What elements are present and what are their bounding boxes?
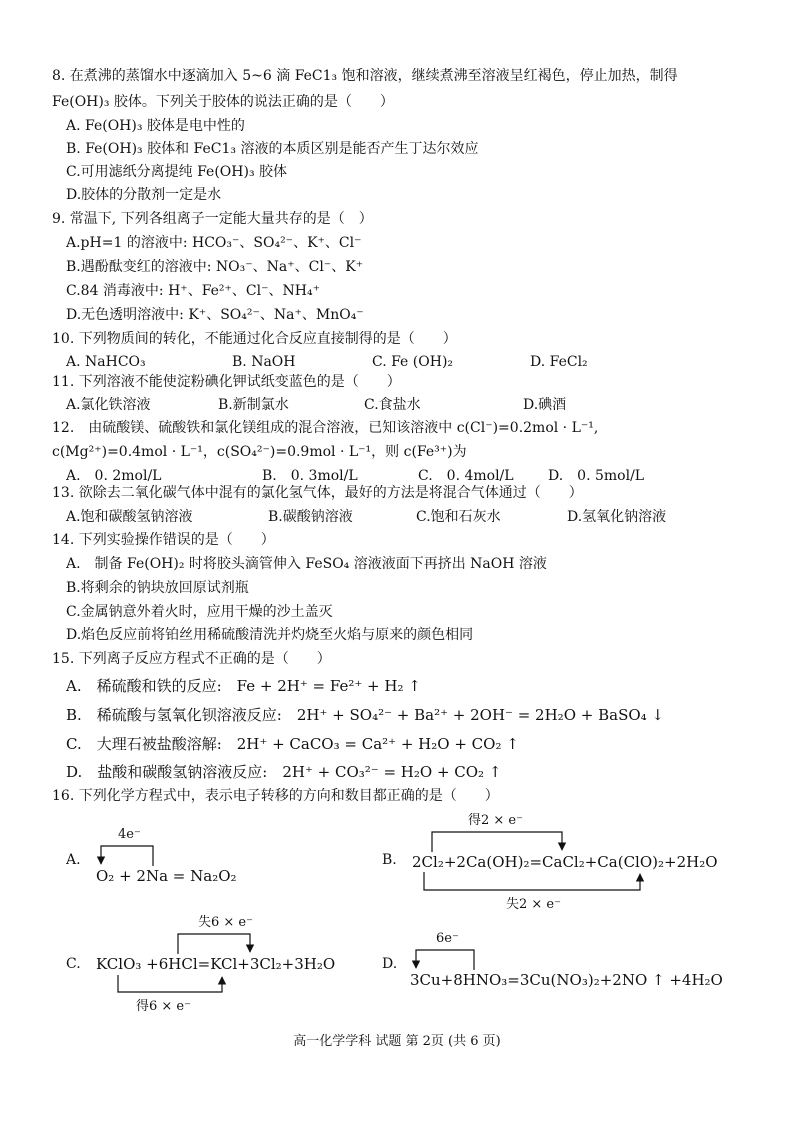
q10-stem: 10. 下列物质间的转化，不能通过化合反应直接制得的是（ ）	[52, 331, 457, 347]
q8-option-c: C.可用滤纸分离提纯 Fe(OH)₃ 胶体	[66, 164, 288, 180]
q8-option-d: D.胶体的分散剂一定是水	[66, 187, 222, 203]
q16-option-c-equation: KClO₃ +6HCl=KCl+3Cl₂+3H₂O	[96, 955, 336, 973]
q11-option-b: B.新制氯水	[218, 397, 289, 413]
q15-stem: 15. 下列离子反应方程式不正确的是（ ）	[52, 651, 331, 667]
q13-option-b: B.碳酸钠溶液	[268, 509, 353, 525]
q13-option-d: D.氢氧化钠溶液	[567, 509, 667, 525]
q16-option-d-equation: 3Cu+8HNO₃=3Cu(NO₃)₂+2NO ↑ +4H₂O	[410, 971, 723, 989]
q16-a-arrow-label: 4e⁻	[118, 827, 141, 842]
q16-c-top-label: 失6 × e⁻	[198, 915, 253, 930]
page-footer: 高一化学学科 试题 第 2页 (共 6 页)	[293, 1034, 501, 1049]
q10-option-d: D. FeCl₂	[530, 354, 588, 370]
q14-stem: 14. 下列实验操作错误的是（ ）	[52, 532, 275, 548]
q9-option-c: C.84 消毒液中: H⁺、Fe²⁺、Cl⁻、NH₄⁺	[66, 283, 320, 299]
q16-c-bottom-label: 得6 × e⁻	[136, 999, 191, 1014]
q14-option-b: B.将剩余的钠块放回原试剂瓶	[66, 580, 249, 596]
q13-stem: 13. 欲除去二氧化碳气体中混有的氯化氢气体，最好的方法是将混合气体通过（ ）	[52, 485, 583, 501]
q9-option-a: A.pH=1 的溶液中: HCO₃⁻、SO₄²⁻、K⁺、Cl⁻	[66, 235, 362, 251]
q16-b-bottom-label: 失2 × e⁻	[506, 897, 561, 912]
q12-option-c: C. 0. 4mol/L	[418, 468, 514, 484]
q16-stem: 16. 下列化学方程式中，表示电子转移的方向和数目都正确的是（ ）	[52, 788, 499, 804]
q12-option-a: A. 0. 2mol/L	[66, 468, 162, 484]
q16-option-b-equation: 2Cl₂+2Ca(OH)₂=CaCl₂+Ca(ClO)₂+2H₂O	[412, 853, 718, 871]
q8-stem-line2: Fe(OH)₃ 胶体。下列关于胶体的说法正确的是（ ）	[52, 94, 394, 110]
q16-a-transfer-arrow	[101, 827, 153, 866]
q15-option-a: A. 稀硫酸和铁的反应: Fe + 2H⁺ = Fe²⁺ + H₂ ↑	[66, 677, 421, 695]
q16-d-transfer-arrow	[416, 931, 474, 970]
q15-option-d: D. 盐酸和碳酸氢钠溶液反应: 2H⁺ + CO₃²⁻ = H₂O + CO₂ ↑	[66, 763, 502, 781]
q14-option-a: A. 制备 Fe(OH)₂ 时将胶头滴管伸入 FeSO₄ 溶液液面下再挤出 NaOH 溶液	[66, 556, 547, 572]
q9-option-b: B.遇酚酞变红的溶液中: NO₃⁻、Na⁺、Cl⁻、K⁺	[66, 259, 364, 275]
q13-option-c: C.饱和石灰水	[416, 509, 501, 525]
q16-option-a-label: A.	[66, 852, 81, 868]
q11-option-a: A.氯化铁溶液	[66, 397, 151, 413]
q15-option-b: B. 稀硫酸与氢氧化钡溶液反应: 2H⁺ + SO₄²⁻ + Ba²⁺ + 2OH⁻ = 2H₂O + BaSO₄ ↓	[66, 706, 664, 724]
q16-option-d-label: D.	[382, 956, 398, 972]
q10-option-a: A. NaHCO₃	[66, 354, 146, 370]
q16-option-a-equation: O₂ + 2Na = Na₂O₂	[96, 867, 237, 885]
q11-option-c: C.食盐水	[364, 397, 421, 413]
q16-d-arrow-label: 6e⁻	[436, 931, 459, 946]
q13-option-a: A.饱和碳酸氢钠溶液	[66, 509, 193, 525]
q8-option-b: B. Fe(OH)₃ 胶体和 FeC1₃ 溶液的本质区别是能否产生丁达尔效应	[66, 141, 479, 157]
q12-stem-line2: c(Mg²⁺)=0.4mol · L⁻¹，c(SO₄²⁻)=0.9mol · L⁻¹，则 c(Fe³⁺)为	[52, 444, 467, 460]
q8-stem-line1: 8. 在煮沸的蒸馏水中逐滴加入 5~6 滴 FeC1₃ 饱和溶液，继续煮沸至溶液呈红褐色，停止加热，制得	[52, 68, 678, 84]
q9-stem: 9. 常温下, 下列各组离子一定能大量共存的是（ ）	[52, 211, 373, 227]
q10-option-c: C. Fe (OH)₂	[372, 354, 454, 370]
q9-option-d: D.无色透明溶液中: K⁺、SO₄²⁻、Na⁺、MnO₄⁻	[66, 307, 364, 323]
q14-option-d: D.焰色反应前将铂丝用稀硫酸清洗并灼烧至火焰与原来的颜色相同	[66, 627, 474, 643]
q15-option-c: C. 大理石被盐酸溶解: 2H⁺ + CaCO₃ = Ca²⁺ + H₂O + CO₂ ↑	[66, 735, 519, 753]
q8-option-a: A. Fe(OH)₃ 胶体是电中性的	[66, 118, 245, 134]
q12-option-b: B. 0. 3mol/L	[262, 468, 358, 484]
q16-option-b-label: B.	[382, 852, 397, 868]
q12-stem-line1: 12. 由硫酸镁、硫酸铁和氯化镁组成的混合溶液，已知该溶液中 c(Cl⁻)=0.2mol · L⁻¹,	[52, 420, 599, 436]
q11-stem: 11. 下列溶液不能使淀粉碘化钾试纸变蓝色的是（ ）	[52, 374, 401, 390]
q16-b-top-label: 得2 × e⁻	[468, 813, 523, 828]
q12-option-d: D. 0. 5mol/L	[548, 468, 645, 484]
q16-option-c-label: C.	[66, 956, 81, 972]
q11-option-d: D.碘酒	[523, 397, 567, 413]
q14-option-c: C.金属钠意外着火时，应用干燥的沙土盖灭	[66, 604, 333, 620]
q10-option-b: B. NaOH	[232, 354, 296, 370]
